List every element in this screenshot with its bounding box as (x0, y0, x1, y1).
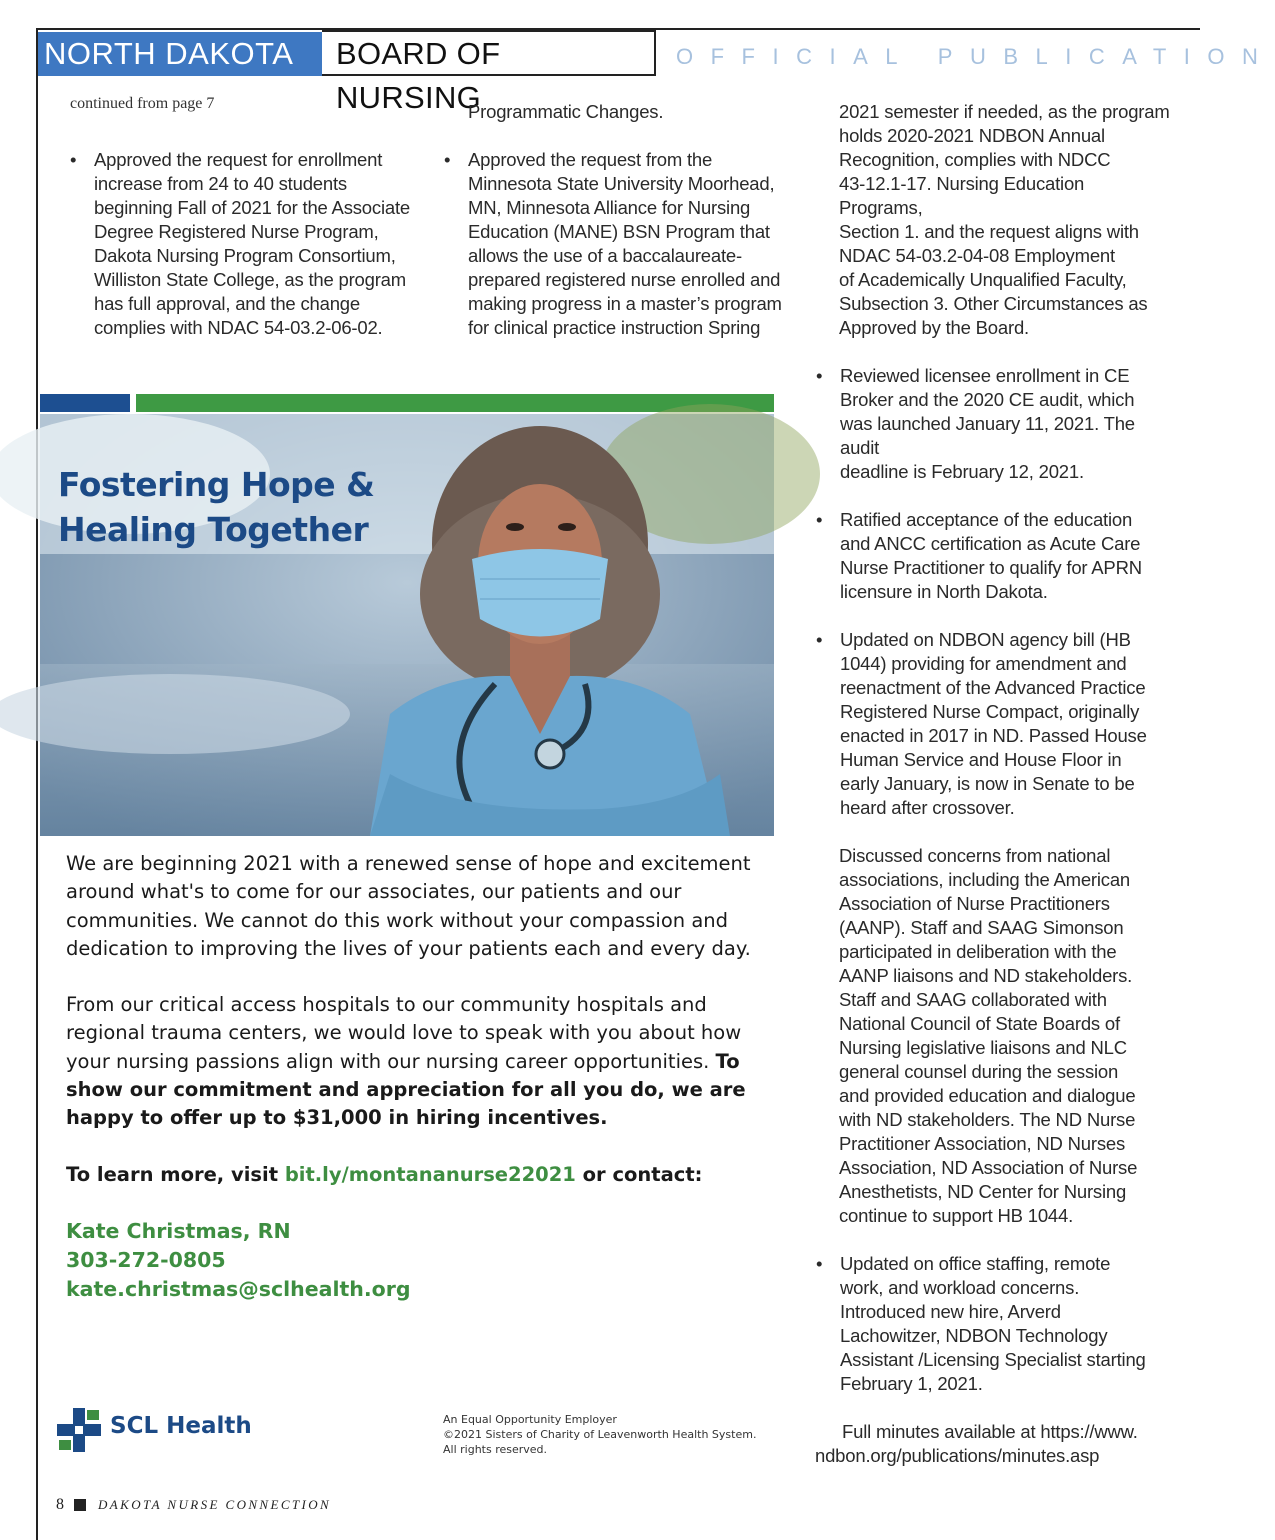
ad-paragraph-1: We are beginning 2021 with a renewed sense of hope and excitement around what's to come for our associates, our patients and our communities. We cannot do this work without your compassion and dedication to improving the lives of your patients each and every day. (66, 852, 751, 960)
ad-body (66, 850, 766, 1304)
ad-learn-more (66, 1161, 766, 1189)
contact-name: Kate Christmas, RN (66, 1218, 291, 1243)
learn-more-suffix: or contact: (575, 1162, 703, 1186)
learn-more-link[interactable]: bit.ly/montananurse22021 (284, 1162, 576, 1186)
page-footer (56, 1496, 331, 1514)
list-item: • Approved the request for enrollment increase from 24 to 40 students beginning Fall of 2021 for the Associate Degree Registered Nurse Program, Dakota Nursing Program Consortium, Williston State College, as the program has full approval, and the change complies with NDAC 54-03.2-06-02. (66, 148, 426, 340)
header-board: BOARD OF NURSING (322, 30, 656, 76)
list-item: • Reviewed licensee enrollment in CE Broker and the 2020 CE audit, which was launched January 11, 2021. The audit deadline is February 12, 2021. (812, 364, 1172, 484)
eoe-line-3: All rights reserved. (443, 1443, 548, 1456)
ad-bar-blue (40, 394, 130, 412)
minutes-line-1: Full minutes available at https://www. (842, 1421, 1138, 1442)
eoe-notice (443, 1412, 756, 1457)
column-3-paragraph: Discussed concerns from national associations, including the American Association of Nurse Practitioners (AANP). Staff and SAAG Simonson participated in deliberation with the AANP liaisons and ND stakeholders. Staff and SAAG collaborated with National Council of State Boards of Nursing legislative liaisons and NLC general counsel during the session and provided education and dialogue with ND stakeholders. The ND Nurse Practitioner Association, ND Nurses Association, ND Association of Nurse Anesthetists, ND Center for Nursing continue to support HB 1044. (839, 845, 1138, 1226)
column-3-lead: 2021 semester if needed, as the program holds 2020-2021 NDBON Annual Recognition, complies with NDCC 43-12.1-17. Nursing Education Programs, Section 1. and the request aligns with NDAC 54-03.2-04-08 Employment of Academically Unqualified Faculty, Subsection 3. Other Circumstances as Approved by the Board. (839, 101, 1170, 338)
footer-square-icon (74, 1499, 86, 1511)
header-tagline: OFFICIAL PUBLICATION (676, 44, 1275, 69)
column-3 (812, 100, 1172, 1468)
column-2 (440, 100, 800, 340)
contact-block (66, 1217, 766, 1304)
column-1 (66, 148, 426, 340)
page-left-rule (36, 28, 38, 1540)
page-number: 8 (56, 1496, 64, 1513)
continued-note: continued from page 7 (70, 95, 215, 112)
list-item: • Updated on NDBON agency bill (HB 1044) providing for amendment and reenactment of the Advanced Practice Registered Nurse Compact, originally enacted in 2017 in ND. Passed House Human Service and House Floor in early January, is now in Senate to be heard after crossover. (812, 628, 1172, 820)
column-2-lead: Programmatic Changes. (468, 101, 664, 122)
ad-headline: Fostering Hope & Healing Together (58, 465, 375, 549)
ad-incentive-text: To show our commitment and appreciation for all you do, we are happy to offer up to $31,000 in hiring incentives. (66, 1049, 746, 1130)
learn-more-prefix: To learn more, visit (66, 1162, 285, 1186)
publication-name: DAKOTA NURSE CONNECTION (98, 1497, 332, 1512)
minutes-line-2: ndbon.org/publications/minutes.asp (815, 1445, 1100, 1466)
contact-phone[interactable]: 303-272-0805 (66, 1247, 226, 1272)
contact-email[interactable]: kate.christmas@sclhealth.org (66, 1276, 411, 1301)
ad-paragraph-2-text: From our critical access hospitals to our community hospitals and regional trauma centers, we would love to speak with you about how your nursing passions align with our nursing career opportunities. (66, 993, 742, 1073)
list-item: • Approved the request from the Minnesota State University Moorhead, MN, Minnesota Alliance for Nursing Education (MANE) BSN Program that allows the use of a baccalaureate- prepared registered nurse enrolled and making progress in a master’s program for clinical practice instruction Spring (440, 148, 800, 340)
scl-health-logo-text: SCL Health (110, 1413, 252, 1439)
eoe-line-2: ©2021 Sisters of Charity of Leavenworth Health System. (443, 1428, 757, 1441)
eoe-line-1: An Equal Opportunity Employer (443, 1413, 617, 1426)
list-item: • Updated on office staffing, remote work, and workload concerns. Introduced new hire, Arverd Lachowitzer, NDBON Technology Assistant /Licensing Specialist starting February 1, 2021. (812, 1252, 1172, 1396)
ad-paragraph-2 (66, 991, 766, 1132)
header-state: NORTH DAKOTA (38, 32, 322, 76)
list-item: • Ratified acceptance of the education and ANCC certification as Acute Care Nurse Practitioner to qualify for APRN licensure in North Dakota. (812, 508, 1172, 604)
